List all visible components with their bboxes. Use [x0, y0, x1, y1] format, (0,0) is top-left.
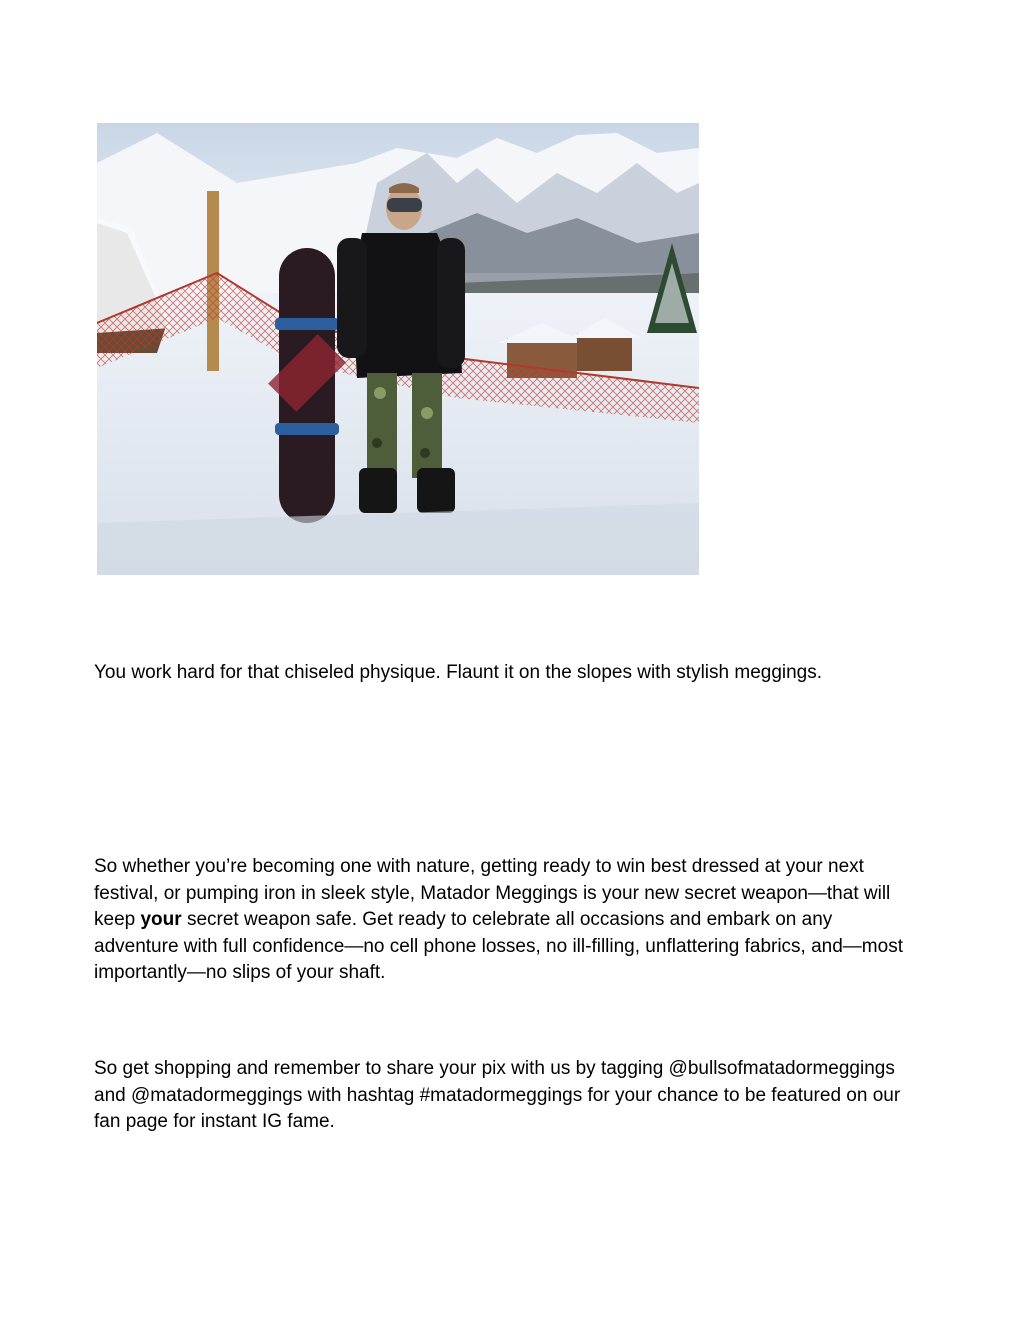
paragraph-secret-weapon	[94, 854, 914, 987]
paragraph-text: secret weapon safe. Get ready to celebrate all occasions and embark on any adventure with full confidence—no cell phone losses, no ill-filling, unflattering fabrics, and—most importantly—no slips of your shaft.	[94, 909, 903, 983]
paragraph-text: So whether you’re becoming one with nature, getting ready to win best dressed at your next festival, or pumping iron in sleek style, Matador Meggings is your new secret weapon—that will keep	[94, 856, 891, 930]
paragraph-intro: You work hard for that chiseled physique. Flaunt it on the slopes with stylish meggings.	[94, 662, 823, 683]
paragraph-share-call: So get shopping and remember to share your pix with us by tagging @bullsofmatadormeggings and @matadormeggings with hashtag #matadormeggings for your chance to be featured on our fan page for instant IG fame.	[94, 1058, 901, 1132]
bold-emphasis: your	[140, 909, 182, 930]
snowboarder-photo	[97, 123, 699, 575]
